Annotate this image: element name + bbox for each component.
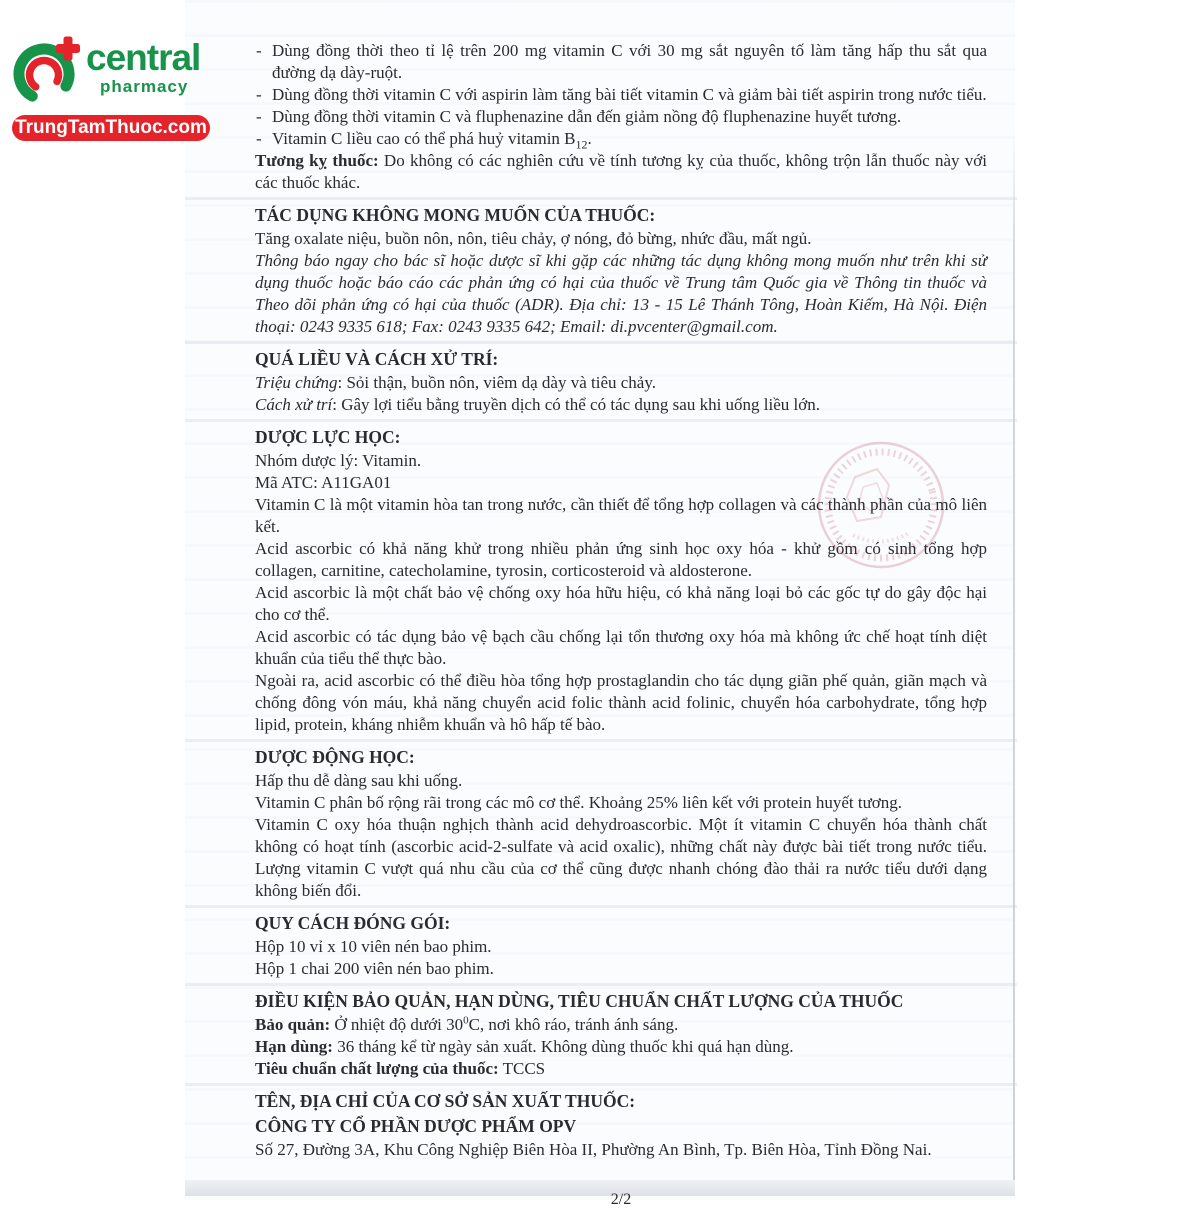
- interaction-item: - Dùng đồng thời vitamin C và fluphenazine dẫn đến giảm nồng độ fluphenazine huyết tương.: [255, 106, 987, 128]
- pk-paragraph: Vitamin C phân bố rộng rãi trong các mô cơ thể. Khoảng 25% liên kết với protein huyết tương.: [255, 793, 903, 812]
- pharmacodynamics-heading: DƯỢC LỰC HỌC:: [255, 427, 401, 447]
- quality-standard-label: Tiêu chuẩn chất lượng của thuốc:: [255, 1059, 499, 1078]
- pd-paragraph: Mã ATC: A11GA01: [255, 473, 392, 492]
- manufacturer-address: Số 27, Đường 3A, Khu Công Nghiệp Biên Hòa II, Phường An Bình, Tp. Biên Hòa, Tỉnh Đồng Nai.: [255, 1140, 932, 1159]
- storage-condition: [255, 1014, 987, 1036]
- page-right-edge: [1013, 130, 1015, 1192]
- side-effects-text: Tăng oxalate niệu, buồn nôn, nôn, tiêu chảy, ợ nóng, đỏ bừng, nhức đầu, mất ngủ.: [255, 229, 812, 248]
- shelf-life-text: 36 tháng kể từ ngày sản xuất. Không dùng thuốc khi quá hạn dùng.: [332, 1037, 794, 1056]
- treatment-label: Cách xử trí: [255, 395, 333, 414]
- pd-paragraph: Acid ascorbic có khả năng khử trong nhiều phản ứng sinh học oxy hóa - khử gồm có sinh tổng hợp collagen, carnitine, catecholamine, tyrosin, corticosteroid và aldosterone.: [255, 539, 987, 580]
- side-effects-heading: TÁC DỤNG KHÔNG MONG MUỐN CỦA THUỐC:: [255, 205, 656, 225]
- symptom-text: : Sỏi thận, buồn nôn, viêm dạ dày và tiêu chảy.: [337, 373, 656, 392]
- pd-paragraph: Ngoài ra, acid ascorbic có thể điều hòa tổng hợp prostaglandin cho tác dụng giãn phế quản, giãn mạch và chống đông vón máu, khả năng chuyển acid folic thành acid folinic, chuyển hóa carbohydrate, tổng hợp lipid, protein, kháng nhiễm khuẩn và hô hấp tế bào.: [255, 671, 987, 734]
- pharmacy-site-badge: TrungTamThuoc.com: [12, 115, 210, 141]
- section-packaging: [255, 911, 987, 980]
- section-storage: [255, 989, 987, 1080]
- central-pharmacy-c-plus-icon: [12, 34, 82, 108]
- b12-period: .: [587, 129, 592, 148]
- section-side-effects: [255, 203, 987, 338]
- quality-standard: [255, 1058, 987, 1080]
- storage-heading: ĐIỀU KIỆN BẢO QUẢN, HẠN DÙNG, TIÊU CHUẨN CHẤT LƯỢNG CỦA THUỐC: [255, 991, 904, 1011]
- page-number: 2/2: [610, 1191, 632, 1208]
- overdose-treatment: [255, 394, 987, 416]
- storage-post: C, nơi khô ráo, tránh ánh sáng.: [468, 1015, 679, 1034]
- quality-standard-text: TCCS: [498, 1059, 546, 1078]
- shelf-life-label: Hạn dùng:: [255, 1037, 333, 1056]
- pk-paragraph: Hấp thu dễ dàng sau khi uống.: [255, 771, 463, 790]
- incompatibility-text: Do không có các nghiên cứu về tính tương kỵ của thuốc, không trộn lẫn thuốc này với các thuốc khác.: [255, 151, 987, 192]
- overdose-heading: QUÁ LIỀU VÀ CÁCH XỬ TRÍ:: [255, 349, 499, 369]
- treatment-text: : Gây lợi tiểu bằng truyền dịch có thể có tác dụng sau khi uống liều lớn.: [332, 395, 820, 414]
- storage-pre: Ở nhiệt độ dưới 30: [330, 1015, 464, 1034]
- interaction-item: - Dùng đồng thời vitamin C với aspirin làm tăng bài tiết vitamin C và giảm bài tiết aspirin trong nước tiểu.: [255, 84, 987, 106]
- overdose-symptoms: [255, 372, 987, 394]
- shelf-life: [255, 1036, 987, 1058]
- leaflet-text-column: [255, 40, 987, 1211]
- packaging-heading: QUY CÁCH ĐÓNG GÓI:: [255, 913, 451, 933]
- section-pharmacokinetics: [255, 745, 987, 902]
- interaction-item: - Dùng đồng thời theo tỉ lệ trên 200 mg vitamin C với 30 mg sắt nguyên tố làm tăng hấp thu sắt qua đường dạ dày-ruột.: [255, 40, 987, 84]
- section-pharmacodynamics: [255, 425, 987, 736]
- packaging-line: Hộp 1 chai 200 viên nén bao phim.: [255, 959, 494, 978]
- b12-text: Vitamin C liều cao có thể phá huỷ vitamin B: [272, 129, 576, 148]
- pharmacy-watermark-logo: [12, 34, 232, 141]
- degree-superscript: 0: [463, 1014, 469, 1027]
- interaction-item-b12: [255, 128, 987, 150]
- pd-paragraph: Vitamin C là một vitamin hòa tan trong nước, cần thiết để tổng hợp collagen và các thành phần của mô liên kết.: [255, 495, 987, 536]
- logo-brand-text: central: [86, 37, 201, 78]
- pd-paragraph: Nhóm dược lý: Vitamin.: [255, 451, 422, 470]
- pharmacokinetics-heading: DƯỢC ĐỘNG HỌC:: [255, 747, 415, 767]
- section-overdose: [255, 347, 987, 416]
- manufacturer-company: CÔNG TY CỔ PHẦN DƯỢC PHẨM OPV: [255, 1116, 577, 1136]
- adr-report-note: Thông báo ngay cho bác sĩ hoặc dược sĩ khi gặp các những tác dụng không mong muốn như trên khi sử dụng thuốc hoặc báo cáo các phản ứng có hại của thuốc về Trung tâm Quốc gia về Thông tin thuốc và Theo dõi phản ứng có hại của thuốc (ADR). Địa chỉ: 13 - 15 Lê Thánh Tông, Hoàn Kiếm, Hà Nội. Điện thoại: 0243 9335 618; Fax: 0243 9335 642; Email: di.pvcenter@gmail.com.: [255, 251, 987, 336]
- manufacturer-heading: TÊN, ĐỊA CHỈ CỦA CƠ SỞ SẢN XUẤT THUỐC:: [255, 1091, 636, 1111]
- incompatibility-label: Tương kỵ thuốc:: [255, 151, 379, 170]
- pd-paragraph: Acid ascorbic có tác dụng bảo vệ bạch cầu chống lại tổn thương oxy hóa mà không ức chế hoạt tính diệt khuẩn của tiểu thể thực bào.: [255, 627, 987, 668]
- b12-subscript: 12: [575, 137, 588, 152]
- pd-paragraph: Acid ascorbic là một chất bảo vệ chống oxy hóa hữu hiệu, có khả năng loại bỏ các gốc tự do gây độc hại cho cơ thể.: [255, 583, 987, 624]
- storage-label: Bảo quản:: [255, 1015, 331, 1034]
- pk-paragraph: Vitamin C oxy hóa thuận nghịch thành acid dehydroascorbic. Một ít vitamin C chuyển hóa thành chất không có hoạt tính (ascorbic acid-2-sulfate và acid oxalic), những chất này được bài tiết trong nước tiểu. Lượng vitamin C vượt quá nhu cầu của cơ thể cũng được nhanh chóng đào thải ra nước tiểu dưới dạng không biến đổi.: [255, 815, 987, 900]
- section-manufacturer: [255, 1089, 987, 1161]
- packaging-line: Hộp 10 vỉ x 10 viên nén bao phim.: [255, 937, 492, 956]
- symptom-label: Triệu chứng: [255, 373, 338, 392]
- incompatibility-paragraph: [255, 150, 987, 194]
- logo-tagline-text: pharmacy: [100, 77, 189, 96]
